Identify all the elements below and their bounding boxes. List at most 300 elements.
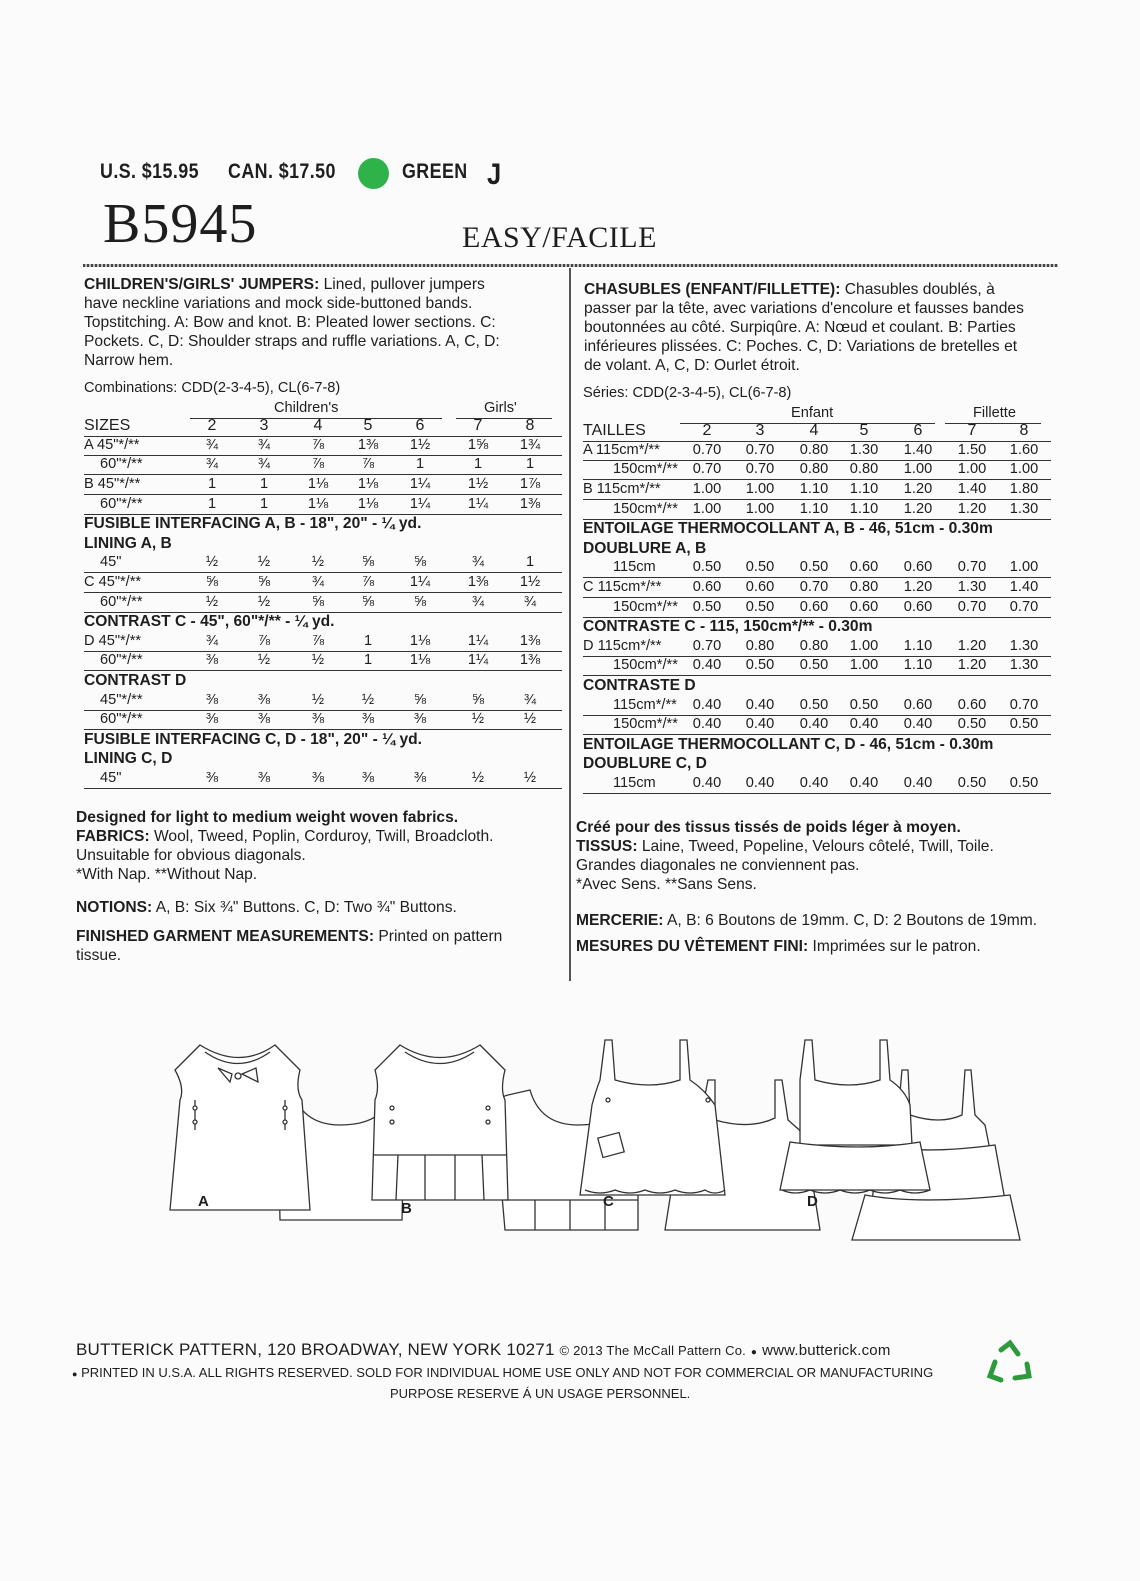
group-label: Enfant bbox=[791, 404, 834, 421]
row-label: B 115cm*/** bbox=[583, 481, 661, 497]
table-cell: 1.10 bbox=[849, 481, 879, 497]
sizes-label: SIZES bbox=[84, 417, 131, 435]
table-cell: ½ bbox=[257, 652, 271, 669]
table-cell: ⅜ bbox=[413, 711, 427, 728]
table-cell: 0.60 bbox=[903, 598, 933, 615]
table-cell: 0.50 bbox=[957, 716, 987, 733]
fr-desc-title: CHASUBLES (ENFANT/FILLETTE): bbox=[584, 281, 841, 298]
table-cell: 0.60 bbox=[692, 579, 722, 595]
row-label: 150cm*/** bbox=[613, 716, 678, 733]
table-cell: 0.80 bbox=[849, 461, 879, 478]
row-label: 60"*/** bbox=[100, 711, 143, 728]
table-row bbox=[583, 442, 1051, 462]
table-cell: 0.50 bbox=[692, 598, 722, 615]
table-cell: ¾ bbox=[205, 456, 219, 473]
table-cell: 1.00 bbox=[692, 500, 722, 517]
table-cell: 0.50 bbox=[957, 775, 987, 791]
table-row bbox=[84, 770, 562, 790]
table-cell: ½ bbox=[361, 691, 375, 708]
table-cell: 1 bbox=[259, 495, 269, 512]
view-label-c: C bbox=[603, 1193, 614, 1210]
table-cell: ½ bbox=[471, 711, 485, 728]
table-cell: 0.70 bbox=[745, 461, 775, 478]
size-header-cell: 3 bbox=[755, 422, 765, 440]
table-cell: 1.30 bbox=[1009, 657, 1039, 674]
table-cell: 0.60 bbox=[745, 579, 775, 595]
lining-cd: LINING C, D bbox=[84, 750, 173, 768]
row-label: 150cm*/** bbox=[613, 461, 678, 478]
table-cell: ⅜ bbox=[205, 652, 219, 669]
en-fabric-info bbox=[76, 808, 566, 884]
difficulty: EASY/FACILE bbox=[462, 221, 657, 254]
en-desc-line: Pockets. C, D: Shoulder straps and ruffle variations. A, C, D: bbox=[84, 333, 500, 350]
fusible-interfacing-cd: ENTOILAGE THERMOCOLLANT C, D - 46, 51cm - 0.30m bbox=[583, 735, 994, 753]
table-cell: ⅝ bbox=[361, 593, 375, 610]
en-designed: Designed for light to medium weight woven fabrics. bbox=[76, 809, 459, 826]
row-label: 150cm*/** bbox=[613, 598, 678, 615]
row-underline bbox=[84, 788, 562, 789]
fr-desc-line: boutonnées au côté. Surpiqûre. A: Nœud et coulant. B: Parties bbox=[584, 319, 1016, 336]
table-cell: ⅜ bbox=[413, 770, 427, 786]
size-header-cell: 5 bbox=[363, 417, 373, 435]
size-header-cell: 5 bbox=[859, 422, 869, 440]
table-cell: ½ bbox=[471, 770, 485, 786]
table-cell: 1.30 bbox=[1009, 637, 1039, 654]
en-finished-text-2: tissue. bbox=[76, 947, 122, 964]
table-cell: ⅜ bbox=[205, 711, 219, 728]
table-cell: 1⅜ bbox=[357, 436, 379, 453]
table-cell: ½ bbox=[257, 593, 271, 610]
footer-copyright: © 2013 The McCall Pattern Co. bbox=[559, 1343, 746, 1358]
table-cell: 0.70 bbox=[1009, 598, 1039, 615]
table-cell: 0.60 bbox=[799, 598, 829, 615]
table-cell: ¾ bbox=[205, 436, 219, 453]
fr-fabrics-label: TISSUS: bbox=[576, 838, 638, 855]
table-cell: ⅝ bbox=[311, 593, 325, 610]
table-cell: 1.20 bbox=[957, 500, 987, 517]
table-cell: 0.40 bbox=[903, 716, 933, 733]
table-cell: ⅝ bbox=[205, 574, 219, 590]
table-cell: 0.60 bbox=[957, 696, 987, 713]
table-cell: 0.70 bbox=[692, 441, 722, 458]
lining-ab: DOUBLURE A, B bbox=[583, 539, 707, 557]
table-cell: ¾ bbox=[257, 436, 271, 453]
en-desc-line: have neckline variations and mock side-buttoned bands. bbox=[84, 295, 473, 312]
table-cell: 0.70 bbox=[692, 637, 722, 654]
table-cell: 1⅝ bbox=[467, 436, 489, 453]
table-cell: ⅝ bbox=[413, 554, 427, 571]
table-cell: ⅜ bbox=[361, 711, 375, 728]
table-cell: ¾ bbox=[311, 574, 325, 590]
row-label: 45"*/** bbox=[100, 691, 143, 708]
table-cell: ⅜ bbox=[257, 691, 271, 708]
en-nap: *With Nap. **Without Nap. bbox=[76, 866, 258, 883]
en-notions bbox=[76, 898, 566, 917]
table-cell: 1⅛ bbox=[409, 652, 431, 669]
table-cell: 1⅛ bbox=[409, 632, 431, 649]
size-header-cell: 8 bbox=[525, 417, 535, 435]
view-label-a: A bbox=[198, 1193, 209, 1210]
table-cell: 1½ bbox=[467, 476, 489, 492]
table-row bbox=[84, 574, 562, 594]
table-cell: 0.70 bbox=[745, 441, 775, 458]
size-header-cell: 4 bbox=[313, 417, 323, 435]
table-cell: ⅝ bbox=[413, 691, 427, 708]
table-cell: 0.50 bbox=[799, 559, 829, 576]
table-row bbox=[583, 657, 1051, 677]
table-cell: 0.40 bbox=[745, 775, 775, 791]
view-label-b: B bbox=[401, 1200, 412, 1217]
table-cell: 0.80 bbox=[799, 461, 829, 478]
table-cell: 1.30 bbox=[957, 579, 987, 595]
table-cell: ½ bbox=[311, 652, 325, 669]
footer-printed-line: ● PRINTED IN U.S.A. ALL RIGHTS RESERVED. SOLD FOR INDIVIDUAL HOME USE ONLY AND NOT FOR COMMERCIAL OR MANUFACTURING bbox=[72, 1365, 934, 1380]
table-cell: 1.10 bbox=[903, 637, 933, 654]
table-cell: ½ bbox=[257, 554, 271, 571]
group-label: Girls' bbox=[484, 399, 517, 416]
fr-desc-line: Chasubles doublés, à bbox=[844, 281, 995, 298]
contrast-d: CONTRASTE D bbox=[583, 677, 696, 694]
table-cell: 1.20 bbox=[903, 500, 933, 517]
fr-notions bbox=[576, 911, 1066, 930]
en-desc-line: Lined, pullover jumpers bbox=[323, 276, 485, 293]
en-fabrics-label: FABRICS: bbox=[76, 828, 150, 845]
table-cell: 0.80 bbox=[745, 637, 775, 654]
table-cell: 1.80 bbox=[1009, 481, 1039, 497]
row-label: 60"*/** bbox=[100, 456, 143, 473]
table-cell: 1¼ bbox=[467, 495, 489, 512]
table-cell: 1.40 bbox=[903, 441, 933, 458]
table-row bbox=[583, 638, 1051, 658]
table-cell: ⅜ bbox=[205, 691, 219, 708]
table-cell: ⅜ bbox=[257, 770, 271, 786]
table-row bbox=[583, 559, 1051, 579]
lining-ab: LINING A, B bbox=[84, 534, 172, 552]
table-row bbox=[84, 437, 562, 457]
table-cell: ⅝ bbox=[413, 593, 427, 610]
table-cell: 0.40 bbox=[799, 775, 829, 791]
table-cell: 1.10 bbox=[903, 657, 933, 674]
table-cell: 0.40 bbox=[692, 716, 722, 733]
table-cell: 1.10 bbox=[799, 500, 829, 517]
table-cell: 0.60 bbox=[849, 559, 879, 576]
group-letter: J bbox=[487, 158, 502, 191]
table-cell: 1.20 bbox=[903, 579, 933, 595]
table-cell: 1.30 bbox=[849, 441, 879, 458]
table-cell: 1.00 bbox=[1009, 461, 1039, 478]
fr-finished bbox=[576, 937, 1066, 956]
color-name: GREEN bbox=[402, 160, 468, 183]
row-label: B 45"*/** bbox=[84, 476, 141, 492]
table-cell: ¾ bbox=[257, 456, 271, 473]
row-label: 115cm bbox=[613, 559, 656, 576]
fr-fabric-info bbox=[576, 818, 1066, 894]
column-divider bbox=[569, 268, 571, 981]
table-cell: ⅝ bbox=[257, 574, 271, 590]
table-cell: 0.80 bbox=[799, 637, 829, 654]
row-underline bbox=[583, 793, 1051, 794]
footer-address: BUTTERICK PATTERN, 120 BROADWAY, NEW YORK 10271 bbox=[76, 1340, 555, 1359]
table-cell: 1.20 bbox=[903, 481, 933, 497]
table-cell: 1.10 bbox=[849, 500, 879, 517]
table-row bbox=[84, 456, 562, 476]
table-cell: 0.50 bbox=[745, 559, 775, 576]
table-cell: 0.40 bbox=[903, 775, 933, 791]
fr-description bbox=[584, 280, 1060, 375]
table-cell: ½ bbox=[205, 593, 219, 610]
table-row bbox=[583, 775, 1051, 795]
table-cell: 0.80 bbox=[849, 579, 879, 595]
table-row bbox=[84, 692, 562, 712]
fr-yardage-table bbox=[583, 385, 1053, 805]
row-label: C 115cm*/** bbox=[583, 579, 662, 595]
table-cell: ½ bbox=[311, 554, 325, 571]
table-cell: ⅞ bbox=[257, 632, 271, 649]
table-cell: 1 bbox=[207, 495, 217, 512]
table-cell: 1¼ bbox=[467, 632, 489, 649]
fr-fabrics: Laine, Tweed, Popeline, Velours côtelé, Twill, Toile. bbox=[641, 838, 994, 855]
row-label: 60"*/** bbox=[100, 593, 143, 610]
footer-address-line: BUTTERICK PATTERN, 120 BROADWAY, NEW YORK 10271 © 2013 The McCall Pattern Co. ● www.butterick.com bbox=[76, 1340, 891, 1359]
table-cell: 1 bbox=[259, 476, 269, 492]
contrast-c: CONTRASTE C - 115, 150cm*/** - 0.30m bbox=[583, 618, 873, 636]
table-cell: 0.40 bbox=[692, 657, 722, 674]
en-unsuitable: Unsuitable for obvious diagonals. bbox=[76, 847, 306, 864]
en-desc-title: CHILDREN'S/GIRLS' JUMPERS: bbox=[84, 276, 320, 293]
row-label: A 115cm*/** bbox=[583, 441, 660, 458]
fr-notions-label: MERCERIE: bbox=[576, 912, 664, 929]
fr-nap: *Avec Sens. **Sans Sens. bbox=[576, 876, 757, 893]
footer-purpose: PURPOSE RESERVE Á UN USAGE PERSONNEL. bbox=[390, 1386, 691, 1401]
table-cell: 0.40 bbox=[745, 696, 775, 713]
table-cell: 0.40 bbox=[799, 716, 829, 733]
view-label-d: D bbox=[807, 1193, 818, 1210]
en-fabrics: Wool, Tweed, Poplin, Corduroy, Twill, Broadcloth. bbox=[153, 828, 494, 845]
table-cell: 0.40 bbox=[849, 716, 879, 733]
row-label: 150cm*/** bbox=[613, 657, 678, 674]
en-finished-text: Printed on pattern bbox=[378, 928, 503, 945]
fusible-interfacing-cd: FUSIBLE INTERFACING C, D - 18", 20" - ¼ yd. bbox=[84, 730, 422, 748]
table-row bbox=[84, 594, 562, 614]
row-label: 45" bbox=[100, 554, 122, 571]
table-cell: 0.50 bbox=[799, 696, 829, 713]
table-cell: 0.70 bbox=[1009, 696, 1039, 713]
lining-cd: DOUBLURE C, D bbox=[583, 755, 707, 773]
fusible-interfacing-ab: FUSIBLE INTERFACING A, B - 18", 20" - ¼ yd. bbox=[84, 515, 422, 533]
sizes-header bbox=[84, 417, 562, 437]
size-header-cell: 3 bbox=[259, 417, 269, 435]
group-label: Fillette bbox=[973, 404, 1016, 421]
table-cell: 0.50 bbox=[1009, 775, 1039, 791]
table-cell: 1.00 bbox=[1009, 559, 1039, 576]
contrast-c: CONTRAST C - 45", 60"*/** - ¼ yd. bbox=[84, 613, 335, 631]
en-notions-label: NOTIONS: bbox=[76, 899, 153, 916]
table-cell: ½ bbox=[205, 554, 219, 571]
en-desc-line: Narrow hem. bbox=[84, 352, 174, 369]
table-cell: 0.60 bbox=[849, 598, 879, 615]
table-row bbox=[84, 554, 562, 574]
table-cell: ½ bbox=[311, 691, 325, 708]
table-cell: 0.50 bbox=[799, 657, 829, 674]
table-cell: 1.40 bbox=[1009, 579, 1039, 595]
size-header-cell: 6 bbox=[415, 417, 425, 435]
table-cell: ⅜ bbox=[257, 711, 271, 728]
table-row bbox=[583, 697, 1051, 717]
table-cell: 1¾ bbox=[519, 436, 541, 453]
table-cell: 0.60 bbox=[903, 559, 933, 576]
en-yardage-table bbox=[84, 380, 564, 800]
row-label: 60"*/** bbox=[100, 652, 143, 669]
table-cell: 1½ bbox=[409, 436, 431, 453]
fr-desc-line: de volant. A, C, D: Ourlet étroit. bbox=[584, 357, 800, 374]
table-cell: 1.50 bbox=[957, 441, 987, 458]
table-cell: 1⅜ bbox=[519, 632, 541, 649]
group-label: Children's bbox=[274, 399, 339, 416]
table-cell: ⅝ bbox=[361, 554, 375, 571]
table-cell: ⅞ bbox=[361, 574, 375, 590]
table-cell: ¾ bbox=[523, 691, 537, 708]
fr-unsuitable: Grandes diagonales ne conviennent pas. bbox=[576, 857, 860, 874]
table-row bbox=[583, 481, 1051, 501]
contrast-d: CONTRAST D bbox=[84, 672, 187, 689]
table-cell: 1 bbox=[525, 554, 535, 571]
combinations-line: Combinations: CDD(2-3-4-5), CL(6-7-8) bbox=[84, 380, 341, 396]
table-cell: 1 bbox=[525, 456, 535, 473]
table-cell: ⅞ bbox=[361, 456, 375, 473]
table-cell: 1.40 bbox=[957, 481, 987, 497]
size-header-cell: 8 bbox=[1019, 422, 1029, 440]
footer-printed: PRINTED IN U.S.A. ALL RIGHTS RESERVED. SOLD FOR INDIVIDUAL HOME USE ONLY AND NOT FOR COMMERCIAL OR MANUFACTURING bbox=[81, 1365, 934, 1380]
table-cell: 1.00 bbox=[957, 461, 987, 478]
price-us: U.S. $15.95 bbox=[100, 160, 199, 183]
footer-url: www.butterick.com bbox=[762, 1342, 891, 1359]
table-cell: ⅜ bbox=[361, 770, 375, 786]
table-cell: 0.50 bbox=[745, 598, 775, 615]
table-cell: 1.10 bbox=[799, 481, 829, 497]
table-row bbox=[84, 476, 562, 496]
table-row bbox=[84, 633, 562, 653]
table-cell: 0.40 bbox=[692, 696, 722, 713]
table-cell: 1.00 bbox=[745, 481, 775, 497]
garment-illustrations bbox=[160, 1030, 980, 1240]
row-label: D 45"*/** bbox=[84, 632, 142, 649]
size-header-cell: 4 bbox=[809, 422, 819, 440]
en-notions-text: A, B: Six ¾" Buttons. C, D: Two ¾" Buttons. bbox=[155, 899, 457, 916]
table-row bbox=[84, 711, 562, 731]
row-label: 45" bbox=[100, 770, 122, 786]
table-row bbox=[583, 461, 1051, 481]
table-cell: ⅞ bbox=[311, 436, 325, 453]
table-cell: 0.50 bbox=[1009, 716, 1039, 733]
table-cell: 1 bbox=[473, 456, 483, 473]
table-cell: 1⅛ bbox=[307, 495, 329, 512]
table-cell: 1⅜ bbox=[467, 574, 489, 590]
price-can: CAN. $17.50 bbox=[228, 160, 336, 183]
row-label: 115cm*/** bbox=[613, 696, 677, 713]
table-cell: 1.20 bbox=[957, 637, 987, 654]
table-cell: ⅜ bbox=[311, 770, 325, 786]
size-header-cell: 2 bbox=[702, 422, 712, 440]
table-row bbox=[583, 716, 1051, 736]
table-row bbox=[84, 652, 562, 672]
table-cell: ⅞ bbox=[311, 456, 325, 473]
en-finished-label: FINISHED GARMENT MEASUREMENTS: bbox=[76, 928, 375, 945]
table-cell: ¾ bbox=[205, 632, 219, 649]
table-cell: 1⅛ bbox=[307, 476, 329, 492]
sizes-label: TAILLES bbox=[583, 422, 646, 440]
table-cell: 0.50 bbox=[692, 559, 722, 576]
table-cell: 1¼ bbox=[409, 495, 431, 512]
table-cell: 1 bbox=[363, 652, 373, 669]
table-cell: 1.00 bbox=[849, 657, 879, 674]
table-cell: 1¼ bbox=[467, 652, 489, 669]
table-cell: 1⅛ bbox=[357, 495, 379, 512]
table-row bbox=[583, 579, 1051, 599]
fusible-interfacing-ab: ENTOILAGE THERMOCOLLANT A, B - 46, 51cm - 0.30m bbox=[583, 520, 993, 538]
table-cell: 0.80 bbox=[799, 441, 829, 458]
table-cell: 1¼ bbox=[409, 476, 431, 492]
table-cell: 1⅜ bbox=[519, 495, 541, 512]
table-cell: ½ bbox=[523, 770, 537, 786]
table-row bbox=[84, 496, 562, 516]
table-cell: 1.00 bbox=[745, 500, 775, 517]
table-row bbox=[583, 599, 1051, 619]
table-cell: 1⅜ bbox=[519, 652, 541, 669]
table-cell: 0.40 bbox=[745, 716, 775, 733]
table-cell: 1⅞ bbox=[519, 476, 541, 492]
table-cell: 0.60 bbox=[903, 696, 933, 713]
table-cell: 1⅛ bbox=[357, 476, 379, 492]
fr-finished-text: Imprimées sur le patron. bbox=[812, 938, 981, 955]
table-cell: 0.40 bbox=[849, 775, 879, 791]
table-cell: 0.70 bbox=[799, 579, 829, 595]
table-cell: 0.50 bbox=[745, 657, 775, 674]
table-cell: ⅜ bbox=[311, 711, 325, 728]
table-cell: 0.70 bbox=[957, 598, 987, 615]
fr-notions-text: A, B: 6 Boutons de 19mm. C, D: 2 Boutons de 19mm. bbox=[667, 912, 1038, 929]
table-cell: 1.00 bbox=[849, 637, 879, 654]
table-cell: 1.20 bbox=[957, 657, 987, 674]
table-cell: 0.50 bbox=[849, 696, 879, 713]
row-label: 150cm*/** bbox=[613, 500, 678, 517]
table-cell: 1 bbox=[207, 476, 217, 492]
table-cell: 1.60 bbox=[1009, 441, 1039, 458]
table-cell: ½ bbox=[523, 711, 537, 728]
table-cell: ⅜ bbox=[205, 770, 219, 786]
fr-designed: Créé pour des tissus tissés de poids léger à moyen. bbox=[576, 819, 961, 836]
row-label: D 115cm*/** bbox=[583, 637, 662, 654]
table-cell: 1¼ bbox=[409, 574, 431, 590]
table-cell: 1 bbox=[363, 632, 373, 649]
color-dot bbox=[358, 158, 389, 189]
row-label: 115cm bbox=[613, 775, 656, 791]
table-cell: 0.40 bbox=[692, 775, 722, 791]
top-rule bbox=[83, 264, 1058, 267]
en-desc-line: Topstitching. A: Bow and knot. B: Pleated lower sections. C: bbox=[84, 314, 496, 331]
table-cell: 0.70 bbox=[957, 559, 987, 576]
table-cell: ⅝ bbox=[471, 691, 485, 708]
table-cell: ¾ bbox=[523, 593, 537, 610]
size-header-cell: 2 bbox=[207, 417, 217, 435]
sizes-header bbox=[583, 422, 1051, 442]
row-label: 60"*/** bbox=[100, 495, 143, 512]
table-cell: 1.00 bbox=[903, 461, 933, 478]
size-header-cell: 6 bbox=[913, 422, 923, 440]
en-description bbox=[84, 275, 562, 370]
table-cell: ¾ bbox=[471, 554, 485, 571]
table-row bbox=[583, 501, 1051, 521]
table-cell: 1.00 bbox=[692, 481, 722, 497]
